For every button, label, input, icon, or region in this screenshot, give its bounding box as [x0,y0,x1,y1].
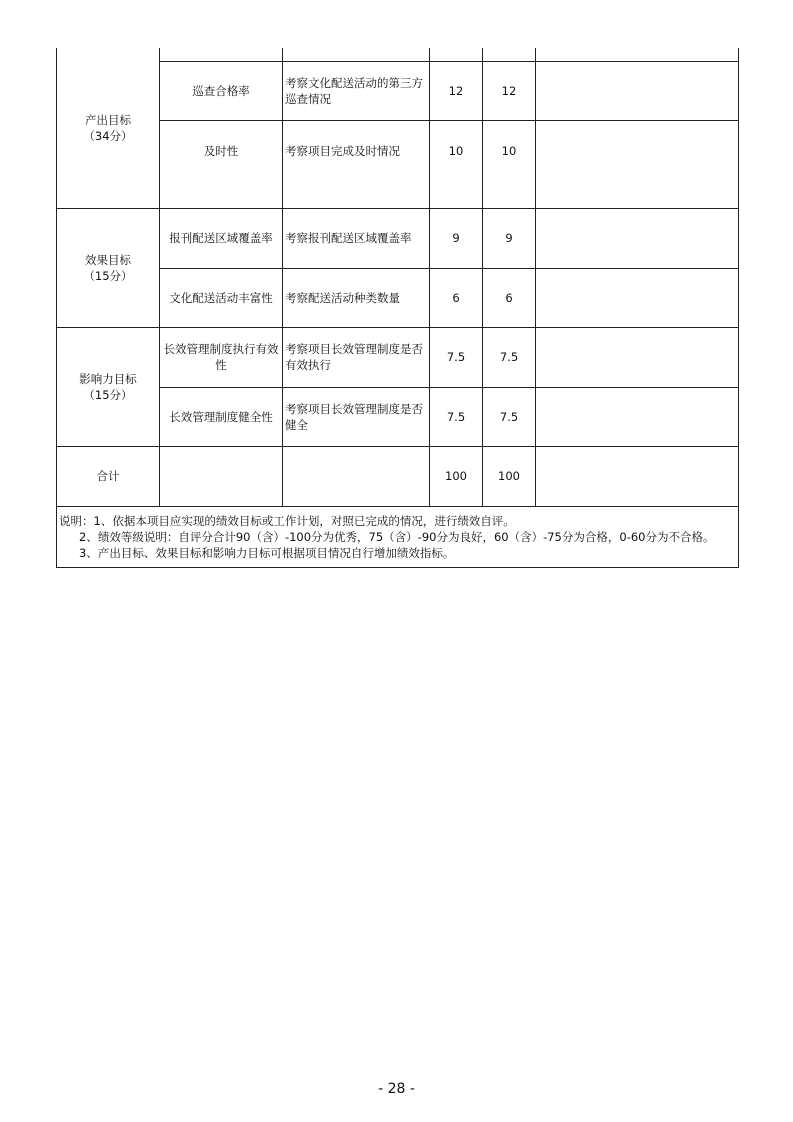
self-score-cell: 6 [483,268,536,327]
indicator-cell: 及时性 [160,120,283,208]
total-weight: 100 [430,446,483,506]
table-row [57,387,739,446]
indicator-cell: 巡查合格率 [160,61,283,120]
total-row [57,446,739,506]
category-cell [57,208,160,327]
description-cell: 考察项目完成及时情况 [283,120,430,208]
notes-row [57,506,739,567]
indicator-cell: 报刊配送区域覆盖率 [160,208,283,268]
remark-cell [536,61,739,120]
self-score-cell: 10 [483,120,536,208]
empty-cell [160,446,283,506]
description-cell: 考察文化配送活动的第三方巡查情况 [283,61,430,120]
total-label: 合计 [57,446,160,506]
table-row [57,48,739,61]
category-cell [57,327,160,446]
weight-cell: 7.5 [430,327,483,387]
remark-cell [536,48,739,61]
description-cell: 考察报刊配送区域覆盖率 [283,208,430,268]
category-name: 效果目标 [85,252,131,267]
remark-cell [536,327,739,387]
weight-cell [430,48,483,61]
remark-cell [536,268,739,327]
indicator-cell: 长效管理制度健全性 [160,387,283,446]
table-row [57,208,739,268]
table-row [57,327,739,387]
table-row [57,61,739,120]
self-score-cell: 12 [483,61,536,120]
table-row [57,120,739,208]
indicator-cell: 文化配送活动丰富性 [160,268,283,327]
description-cell: 考察配送活动种类数量 [283,268,430,327]
weight-cell: 7.5 [430,387,483,446]
self-score-cell: 7.5 [483,387,536,446]
category-name: 影响力目标 [79,371,137,386]
weight-cell: 9 [430,208,483,268]
note-line: 3、产出目标、效果目标和影响力目标可根据项目情况自行增加绩效指标。 [79,545,455,560]
category-cell [57,48,160,208]
note-line: 2、绩效等级说明：自评分合计90（含）-100分为优秀，75（含）-90分为良好，60（含）-75分为合格，0-60分为不合格。 [79,529,715,544]
indicator-cell [160,48,283,61]
self-score-cell [483,48,536,61]
description-cell: 考察项目长效管理制度是否有效执行 [283,327,430,387]
note-line: 说明：1、依据本项目应实现的绩效目标或工作计划，对照已完成的情况，进行绩效自评。 [59,513,515,528]
indicator-cell: 长效管理制度执行有效性 [160,327,283,387]
remark-cell [536,120,739,208]
weight-cell: 12 [430,61,483,120]
empty-cell [283,446,430,506]
weight-cell: 6 [430,268,483,327]
category-name: 产出目标 [85,112,131,127]
self-score-cell: 7.5 [483,327,536,387]
weight-cell: 10 [430,120,483,208]
category-score: （15分） [83,387,133,402]
self-score-cell: 9 [483,208,536,268]
description-cell: 考察项目长效管理制度是否健全 [283,387,430,446]
page-number: - 28 - [378,1081,415,1097]
table-row [57,268,739,327]
category-score: （15分） [83,268,133,283]
category-score: （34分） [83,128,133,143]
empty-cell [536,446,739,506]
description-cell [283,48,430,61]
notes-cell [57,506,739,567]
remark-cell [536,387,739,446]
performance-evaluation-table [56,48,739,568]
remark-cell [536,208,739,268]
total-self-score: 100 [483,446,536,506]
